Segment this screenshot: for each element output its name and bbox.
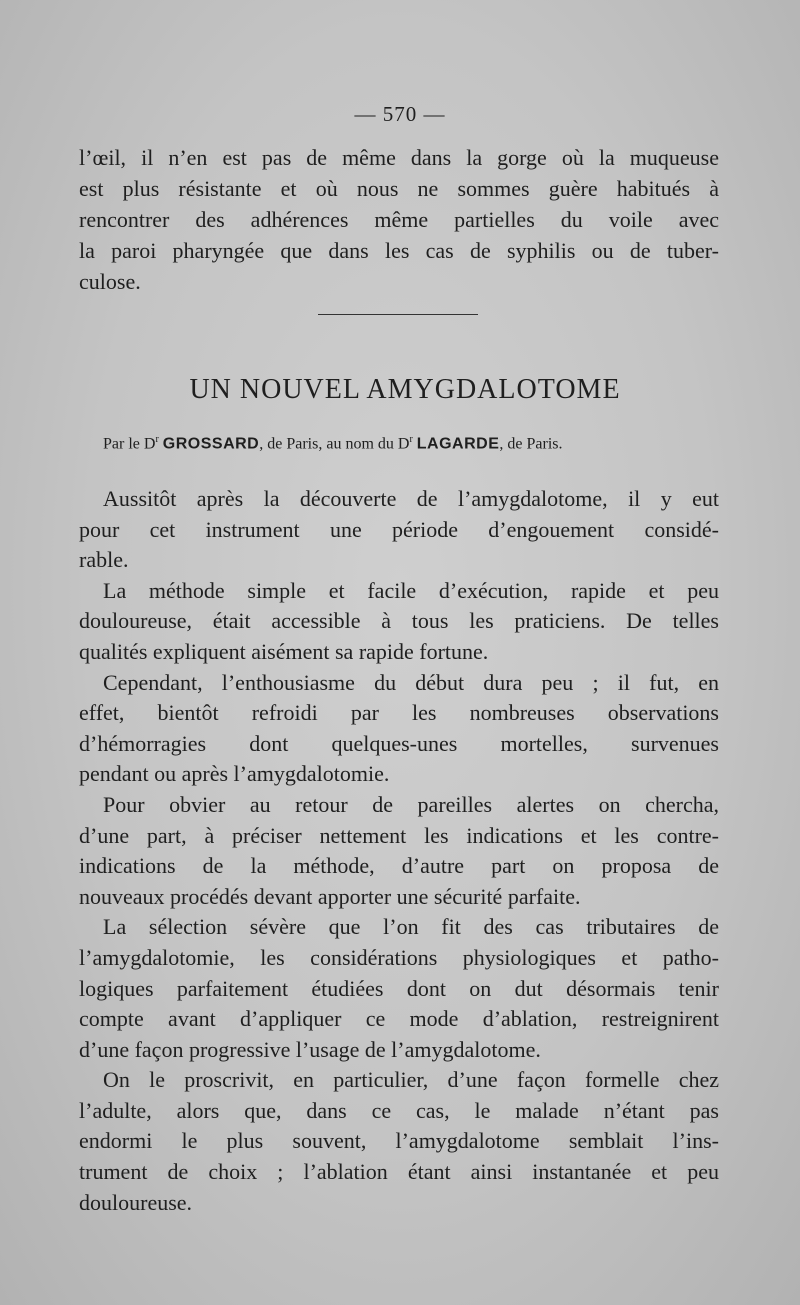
byline-sup: r — [409, 434, 413, 445]
byline-middle: , de Paris, au nom du D — [259, 435, 410, 453]
byline-prefix: Par le D — [103, 435, 156, 453]
text-line: pour cet instrument une période d’engouement considé- — [79, 516, 719, 542]
text-line: trument de choix ; l’ablation étant ainsi instantanée et peu — [79, 1159, 719, 1185]
text-line: Cependant, l’enthousiasme du début dura peu ; il fut, en — [103, 669, 719, 695]
text-line: douloureuse. — [79, 1189, 193, 1215]
text-line: nouveaux procédés devant apporter une sécurité parfaite. — [79, 883, 581, 909]
text-line: compte avant d’appliquer ce mode d’ablation, restreignirent — [79, 1006, 719, 1032]
text-line: douloureuse, était accessible à tous les praticiens. De telles — [79, 608, 719, 634]
text-line: pendant ou après l’amygdalotomie. — [79, 761, 390, 787]
text-line: endormi le plus souvent, l’amygdalotome semblait l’ins- — [79, 1128, 719, 1154]
author-name: GROSSARD — [162, 435, 260, 453]
text-line: l’œil, il n’en est pas de même dans la gorge où la muqueuse — [79, 145, 719, 170]
text-line: rencontrer des adhérences même partielles du voile avec — [79, 207, 719, 232]
intro-paragraph — [79, 142, 719, 297]
text-line: logiques parfaitement étudiées dont on dut désormais tenir — [79, 975, 719, 1001]
text-line: Aussitôt après la découverte de l’amygdalotome, il y eut — [103, 486, 719, 511]
text-line: rable. — [79, 547, 129, 573]
byline-sup: r — [155, 434, 159, 445]
text-line: indications de la méthode, d’autre part on proposa de — [79, 853, 719, 879]
text-line: La méthode simple et facile d’exécution, rapide et peu — [103, 577, 719, 603]
text-line: qualités expliquent aisément sa rapide fortune. — [79, 638, 489, 664]
text-line: effet, bientôt refroidi par les nombreuses observations — [79, 700, 719, 726]
text-line: d’une façon progressive l’usage de l’amygdalotome. — [79, 1036, 541, 1062]
text-line: est plus résistante et où nous ne sommes guère habitués à — [79, 176, 719, 201]
coauthor-name: LAGARDE — [416, 435, 500, 453]
text-line: Pour obvier au retour de pareilles alertes on chercha, — [103, 791, 719, 817]
text-line: d’hémorragies dont quelques-unes mortelles, survenues — [79, 730, 719, 756]
text-line: la paroi pharyngée que dans les cas de syphilis ou de tuber- — [79, 238, 719, 263]
text-line: l’adulte, alors que, dans ce cas, le malade n’étant pas — [79, 1097, 719, 1123]
text-line: l’amygdalotomie, les considérations physiologiques et patho- — [79, 944, 719, 970]
byline-suffix: , de Paris. — [499, 435, 563, 453]
section-divider — [318, 314, 478, 315]
text-line: La sélection sévère que l’on fit des cas tributaires de — [103, 914, 719, 940]
text-line: d’une part, à préciser nettement les indications et les contre- — [79, 822, 719, 848]
article-title: UN NOUVEL AMYGDALOTOME — [189, 374, 621, 405]
text-line: On le proscrivit, en particulier, d’une façon formelle chez — [103, 1067, 719, 1093]
article-body — [79, 484, 719, 1218]
page-number: — 570 — — [354, 102, 446, 126]
text-line: culose. — [79, 269, 141, 294]
article-byline — [103, 434, 703, 453]
